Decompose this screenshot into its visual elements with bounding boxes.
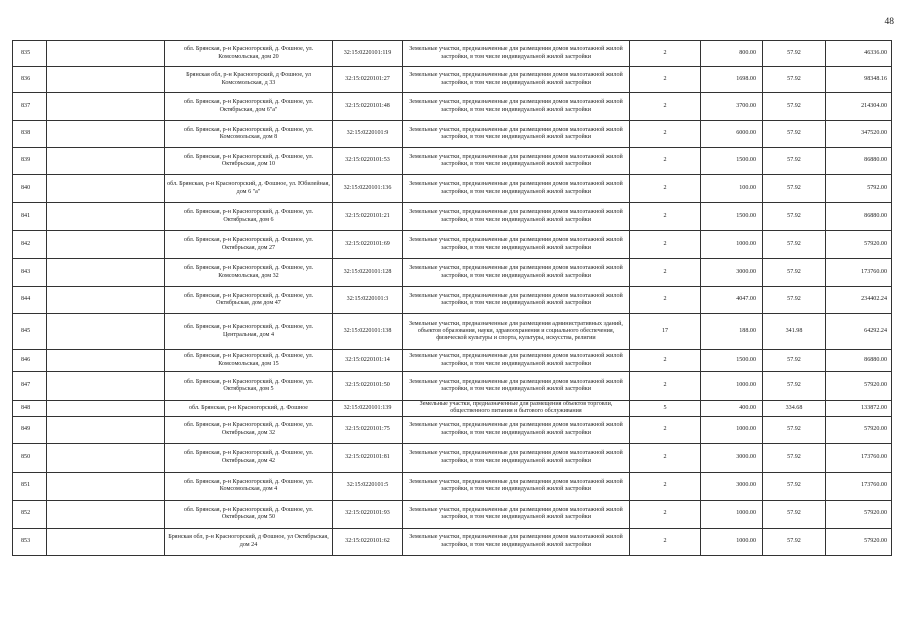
cadastral-value-cell: 46336.00 (826, 41, 892, 67)
area-cell: 6000.00 (701, 121, 763, 148)
area-cell: 1000.00 (701, 231, 763, 259)
address-cell: обл. Брянская, р-н Красногорский, д. Фошное, ул. Комсомольская, дом 20 (165, 41, 333, 67)
cadastral-value-cell: 98348.16 (826, 67, 892, 93)
area-cell: 800.00 (701, 41, 763, 67)
cadastral-value-cell: 57920.00 (826, 500, 892, 528)
address-cell: Брянская обл, р-н Красногорский, д Фошное, ул Октябрьская, дом 24 (165, 528, 333, 555)
category-code-cell: 2 (630, 500, 701, 528)
rate-cell: 57.92 (763, 41, 826, 67)
blank-cell (47, 416, 165, 443)
table-row (13, 67, 892, 93)
land-use-cell: Земельные участки, предназначенные для размещения домов малоэтажной жилой застройки, в том числе индивидуальной жилой застройки (403, 416, 630, 443)
cadastral-number-cell: 32:15:0220101:119 (333, 41, 403, 67)
address-cell: обл. Брянская, р-н Красногорский, д. Фошное, ул. Комсомольская, дом 15 (165, 350, 333, 372)
table-row (13, 287, 892, 314)
rate-cell: 57.92 (763, 372, 826, 401)
land-use-cell: Земельные участки, предназначенные для размещения домов малоэтажной жилой застройки, в том числе индивидуальной жилой застройки (403, 259, 630, 287)
rate-cell: 341.98 (763, 314, 826, 350)
area-cell: 1000.00 (701, 500, 763, 528)
row-number: 843 (13, 259, 47, 287)
address-cell: обл. Брянская, р-н Красногорский, д. Фошное, ул. Октябрьская, дом 32 (165, 416, 333, 443)
row-number: 837 (13, 93, 47, 121)
table-body (13, 41, 892, 556)
blank-cell (47, 41, 165, 67)
address-cell: обл. Брянская, р-н Красногорский, д. Фошное, ул. Октябрьская, дом 27 (165, 231, 333, 259)
page-number: 48 (884, 17, 894, 27)
land-use-cell: Земельные участки, предназначенные для размещения домов малоэтажной жилой застройки, в том числе индивидуальной жилой застройки (403, 93, 630, 121)
table-row (13, 314, 892, 350)
rate-cell: 57.92 (763, 203, 826, 231)
category-code-cell: 2 (630, 416, 701, 443)
blank-cell (47, 203, 165, 231)
area-cell: 3000.00 (701, 443, 763, 472)
cadastral-value-cell: 57920.00 (826, 372, 892, 401)
land-use-cell: Земельные участки, предназначенные для размещения домов малоэтажной жилой застройки, в том числе индивидуальной жилой застройки (403, 443, 630, 472)
blank-cell (47, 175, 165, 203)
rate-cell: 57.92 (763, 231, 826, 259)
rate-cell: 57.92 (763, 67, 826, 93)
land-use-cell: Земельные участки, предназначенные для размещения домов малоэтажной жилой застройки, в том числе индивидуальной жилой застройки (403, 372, 630, 401)
rate-cell: 57.92 (763, 472, 826, 500)
area-cell: 1000.00 (701, 528, 763, 555)
area-cell: 4047.00 (701, 287, 763, 314)
blank-cell (47, 443, 165, 472)
row-number: 847 (13, 372, 47, 401)
rate-cell: 57.92 (763, 443, 826, 472)
row-number: 853 (13, 528, 47, 555)
cadastral-value-cell: 57920.00 (826, 416, 892, 443)
address-cell: Брянская обл, р-н Красногорский, д Фошное, ул Комсомольская, д 33 (165, 67, 333, 93)
cadastral-number-cell: 32:15:0220101:75 (333, 416, 403, 443)
table-row (13, 500, 892, 528)
area-cell: 1500.00 (701, 350, 763, 372)
area-cell: 188.00 (701, 314, 763, 350)
rate-cell: 57.92 (763, 500, 826, 528)
land-use-cell: Земельные участки, предназначенные для размещения объектов торговли, общественного питания и бытового обслуживания (403, 401, 630, 417)
blank-cell (47, 121, 165, 148)
row-number: 838 (13, 121, 47, 148)
category-code-cell: 2 (630, 175, 701, 203)
cadastral-number-cell: 32:15:0220101:69 (333, 231, 403, 259)
area-cell: 1500.00 (701, 203, 763, 231)
cadastral-value-cell: 57920.00 (826, 231, 892, 259)
cadastral-value-cell: 347520.00 (826, 121, 892, 148)
blank-cell (47, 528, 165, 555)
cadastral-value-cell: 173760.00 (826, 259, 892, 287)
table-row (13, 175, 892, 203)
row-number: 848 (13, 401, 47, 417)
row-number: 836 (13, 67, 47, 93)
address-cell: обл. Брянская, р-н Красногорский, д. Фошное, ул. Октябрьская, дом дом 47 (165, 287, 333, 314)
category-code-cell: 2 (630, 148, 701, 175)
cadastral-number-cell: 32:15:0220101:93 (333, 500, 403, 528)
category-code-cell: 2 (630, 287, 701, 314)
address-cell: обл. Брянская, р-н Красногорский, д. Фошное, ул. Юбилейная, дом 6 "а" (165, 175, 333, 203)
cadastral-value-cell: 64292.24 (826, 314, 892, 350)
cadastral-value-cell: 173760.00 (826, 472, 892, 500)
category-code-cell: 2 (630, 67, 701, 93)
blank-cell (47, 67, 165, 93)
land-plots-table (12, 40, 892, 556)
category-code-cell: 2 (630, 443, 701, 472)
cadastral-value-cell: 173760.00 (826, 443, 892, 472)
land-use-cell: Земельные участки, предназначенные для размещения домов малоэтажной жилой застройки, в том числе индивидуальной жилой застройки (403, 231, 630, 259)
row-number: 846 (13, 350, 47, 372)
blank-cell (47, 93, 165, 121)
cadastral-number-cell: 32:15:0220101:53 (333, 148, 403, 175)
cadastral-number-cell: 32:15:0220101:48 (333, 93, 403, 121)
rate-cell: 57.92 (763, 287, 826, 314)
category-code-cell: 2 (630, 121, 701, 148)
category-code-cell: 5 (630, 401, 701, 417)
category-code-cell: 2 (630, 231, 701, 259)
rate-cell: 57.92 (763, 148, 826, 175)
address-cell: обл. Брянская, р-н Красногорский, д. Фошное, ул. Комсомольская, дом 8 (165, 121, 333, 148)
row-number: 845 (13, 314, 47, 350)
row-number: 850 (13, 443, 47, 472)
rate-cell: 57.92 (763, 416, 826, 443)
cadastral-value-cell: 133872.00 (826, 401, 892, 417)
land-use-cell: Земельные участки, предназначенные для размещения домов малоэтажной жилой застройки, в том числе индивидуальной жилой застройки (403, 148, 630, 175)
category-code-cell: 2 (630, 472, 701, 500)
rate-cell: 57.92 (763, 259, 826, 287)
row-number: 835 (13, 41, 47, 67)
table-row (13, 528, 892, 555)
cadastral-value-cell: 234402.24 (826, 287, 892, 314)
table-row (13, 121, 892, 148)
row-number: 840 (13, 175, 47, 203)
category-code-cell: 2 (630, 528, 701, 555)
land-use-cell: Земельные участки, предназначенные для размещения домов малоэтажной жилой застройки, в том числе индивидуальной жилой застройки (403, 287, 630, 314)
land-use-cell: Земельные участки, предназначенные для размещения административных зданий, объектов образования, науки, здравоохранения и социального обеспечения, физической культуры и спорта, культуры, искусства, религии (403, 314, 630, 350)
cadastral-number-cell: 32:15:0220101:3 (333, 287, 403, 314)
rate-cell: 57.92 (763, 175, 826, 203)
area-cell: 1000.00 (701, 416, 763, 443)
land-use-cell: Земельные участки, предназначенные для размещения домов малоэтажной жилой застройки, в том числе индивидуальной жилой застройки (403, 121, 630, 148)
address-cell: обл. Брянская, р-н Красногорский, д. Фошное, ул. Октябрьская, дом 5 (165, 372, 333, 401)
row-number: 849 (13, 416, 47, 443)
address-cell: обл. Брянская, р-н Красногорский, д. Фошное, ул. Октябрьская, дом 50 (165, 500, 333, 528)
blank-cell (47, 231, 165, 259)
cadastral-value-cell: 5792.00 (826, 175, 892, 203)
cadastral-number-cell: 32:15:0220101:14 (333, 350, 403, 372)
land-use-cell: Земельные участки, предназначенные для размещения домов малоэтажной жилой застройки, в том числе индивидуальной жилой застройки (403, 350, 630, 372)
cadastral-value-cell: 86880.00 (826, 203, 892, 231)
cadastral-value-cell: 86880.00 (826, 148, 892, 175)
rate-cell: 334.68 (763, 401, 826, 417)
blank-cell (47, 500, 165, 528)
cadastral-number-cell: 32:15:0220101:136 (333, 175, 403, 203)
cadastral-number-cell: 32:15:0220101:21 (333, 203, 403, 231)
area-cell: 100.00 (701, 175, 763, 203)
category-code-cell: 2 (630, 350, 701, 372)
land-use-cell: Земельные участки, предназначенные для размещения домов малоэтажной жилой застройки, в том числе индивидуальной жилой застройки (403, 67, 630, 93)
table-row (13, 416, 892, 443)
cadastral-number-cell: 32:15:0220101:9 (333, 121, 403, 148)
blank-cell (47, 472, 165, 500)
address-cell: обл. Брянская, р-н Красногорский, д. Фошное (165, 401, 333, 417)
area-cell: 400.00 (701, 401, 763, 417)
address-cell: обл. Брянская, р-н Красногорский, д. Фошное, ул. Октябрьская, дом 10 (165, 148, 333, 175)
land-use-cell: Земельные участки, предназначенные для размещения домов малоэтажной жилой застройки, в том числе индивидуальной жилой застройки (403, 175, 630, 203)
table-row (13, 148, 892, 175)
cadastral-value-cell: 57920.00 (826, 528, 892, 555)
row-number: 839 (13, 148, 47, 175)
table-row (13, 93, 892, 121)
row-number: 852 (13, 500, 47, 528)
land-use-cell: Земельные участки, предназначенные для размещения домов малоэтажной жилой застройки, в том числе индивидуальной жилой застройки (403, 500, 630, 528)
area-cell: 1500.00 (701, 148, 763, 175)
land-use-cell: Земельные участки, предназначенные для размещения домов малоэтажной жилой застройки, в том числе индивидуальной жилой застройки (403, 41, 630, 67)
cadastral-value-cell: 214304.00 (826, 93, 892, 121)
table-row (13, 259, 892, 287)
category-code-cell: 2 (630, 259, 701, 287)
cadastral-number-cell: 32:15:0220101:62 (333, 528, 403, 555)
cadastral-number-cell: 32:15:0220101:81 (333, 443, 403, 472)
rate-cell: 57.92 (763, 121, 826, 148)
table-row (13, 350, 892, 372)
table-row (13, 203, 892, 231)
row-number: 844 (13, 287, 47, 314)
cadastral-number-cell: 32:15:0220101:50 (333, 372, 403, 401)
address-cell: обл. Брянская, р-н Красногорский, д. Фошное, ул. Октябрьская, дом 6"а" (165, 93, 333, 121)
blank-cell (47, 148, 165, 175)
cadastral-number-cell: 32:15:0220101:27 (333, 67, 403, 93)
category-code-cell: 2 (630, 93, 701, 121)
table-row (13, 231, 892, 259)
address-cell: обл. Брянская, р-н Красногорский, д. Фошное, ул. Комсомольская, дом 4 (165, 472, 333, 500)
rate-cell: 57.92 (763, 93, 826, 121)
cadastral-number-cell: 32:15:0220101:138 (333, 314, 403, 350)
table-row (13, 443, 892, 472)
area-cell: 1000.00 (701, 372, 763, 401)
blank-cell (47, 401, 165, 417)
table-row (13, 401, 892, 417)
blank-cell (47, 372, 165, 401)
blank-cell (47, 287, 165, 314)
land-use-cell: Земельные участки, предназначенные для размещения домов малоэтажной жилой застройки, в том числе индивидуальной жилой застройки (403, 472, 630, 500)
area-cell: 3700.00 (701, 93, 763, 121)
area-cell: 1698.00 (701, 67, 763, 93)
rate-cell: 57.92 (763, 350, 826, 372)
blank-cell (47, 350, 165, 372)
cadastral-number-cell: 32:15:0220101:128 (333, 259, 403, 287)
row-number: 851 (13, 472, 47, 500)
address-cell: обл. Брянская, р-н Красногорский, д. Фошное, ул. Комсомольская, дом 32 (165, 259, 333, 287)
category-code-cell: 2 (630, 203, 701, 231)
area-cell: 3000.00 (701, 259, 763, 287)
category-code-cell: 2 (630, 372, 701, 401)
blank-cell (47, 259, 165, 287)
row-number: 842 (13, 231, 47, 259)
address-cell: обл. Брянская, р-н Красногорский, д. Фошное, ул. Октябрьская, дом 42 (165, 443, 333, 472)
area-cell: 3000.00 (701, 472, 763, 500)
address-cell: обл. Брянская, р-н Красногорский, д. Фошное, ул. Центральная, дом 4 (165, 314, 333, 350)
cadastral-number-cell: 32:15:0220101:139 (333, 401, 403, 417)
blank-cell (47, 314, 165, 350)
cadastral-number-cell: 32:15:0220101:5 (333, 472, 403, 500)
category-code-cell: 17 (630, 314, 701, 350)
address-cell: обл. Брянская, р-н Красногорский, д. Фошное, ул. Октябрьская, дом 6 (165, 203, 333, 231)
row-number: 841 (13, 203, 47, 231)
rate-cell: 57.92 (763, 528, 826, 555)
category-code-cell: 2 (630, 41, 701, 67)
land-use-cell: Земельные участки, предназначенные для размещения домов малоэтажной жилой застройки, в том числе индивидуальной жилой застройки (403, 528, 630, 555)
cadastral-value-cell: 86880.00 (826, 350, 892, 372)
table-row (13, 472, 892, 500)
table-row (13, 41, 892, 67)
table-row (13, 372, 892, 401)
land-use-cell: Земельные участки, предназначенные для размещения домов малоэтажной жилой застройки, в том числе индивидуальной жилой застройки (403, 203, 630, 231)
